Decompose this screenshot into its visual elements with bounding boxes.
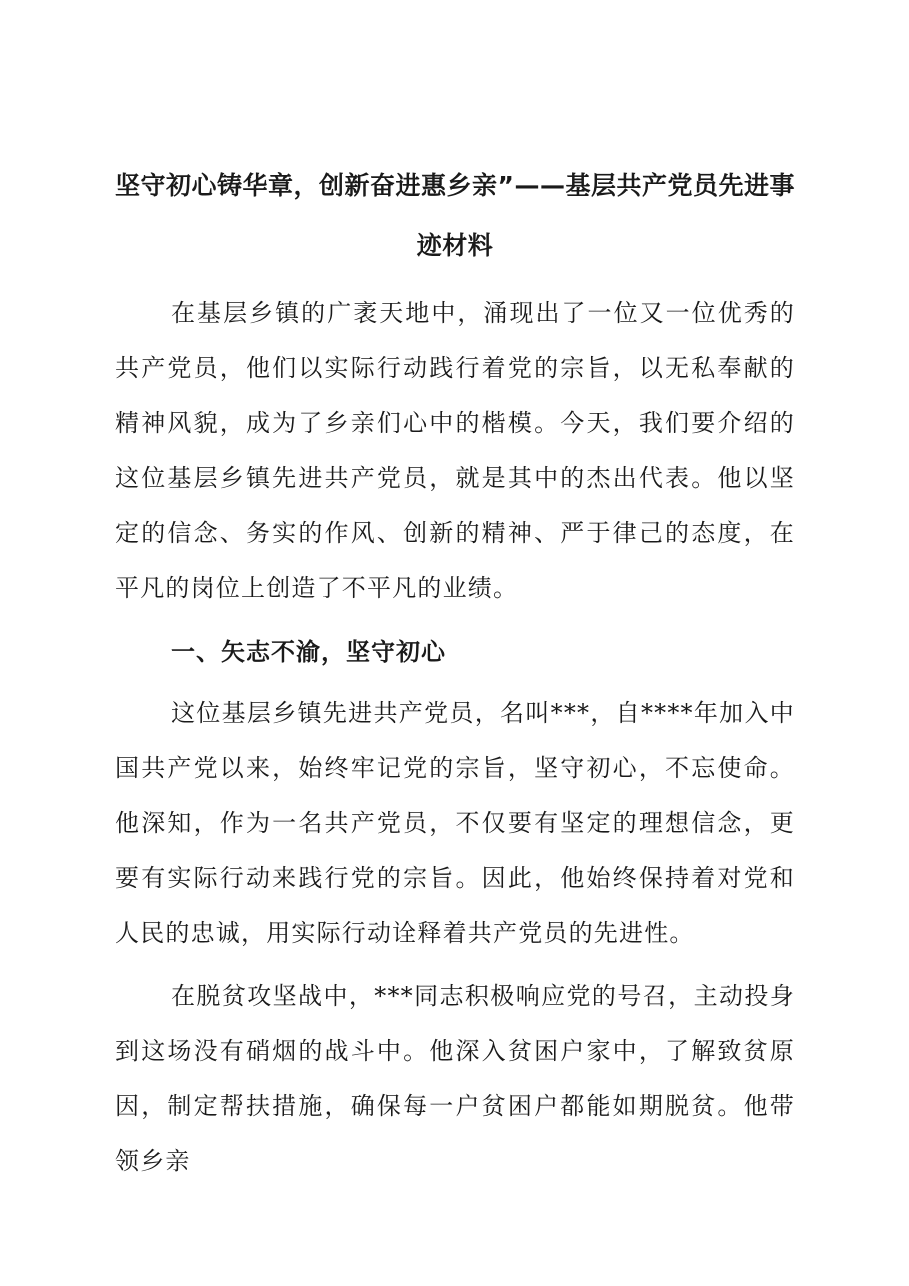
document-title-line-1: 坚守初心铸华章，创新奋进惠乡亲”——基层共产党员先进事 xyxy=(115,171,795,200)
paragraph-intro: 在基层乡镇的广袤天地中，涌现出了一位又一位优秀的共产党员，他们以实际行动践行着党的宗旨，以无私奉献的精神风貌，成为了乡亲们心中的楷模。今天，我们要介绍的这位基层乡镇先进共产党员，就是其中的杰出代表。他以坚定的信念、务实的作风、创新的精神、严于律己的态度，在平凡的岗位上创造了不平凡的业绩。 xyxy=(115,299,795,602)
section-heading-1: 一、矢志不渝，坚守初心 xyxy=(171,638,446,666)
document-title-line-2: 迹材料 xyxy=(416,231,494,260)
paragraph-section1-first: 这位基层乡镇先进共产党员，名叫***，自****年加入中国共产党以来，始终牢记党的宗旨，坚守初心，不忘使命。他深知，作为一名共产党员，不仅要有坚定的理想信念，更要有实际行动来践行党的宗旨。因此，他始终保持着对党和人民的忠诚，用实际行动诠释着共产党员的先进性。 xyxy=(115,699,795,947)
paragraph-section1-second: 在脱贫攻坚战中，***同志积极响应党的号召，主动投身到这场没有硝烟的战斗中。他深入贫困户家中，了解致贫原因，制定帮扶措施，确保每一户贫困户都能如期脱贫。他带领乡亲 xyxy=(115,982,795,1175)
